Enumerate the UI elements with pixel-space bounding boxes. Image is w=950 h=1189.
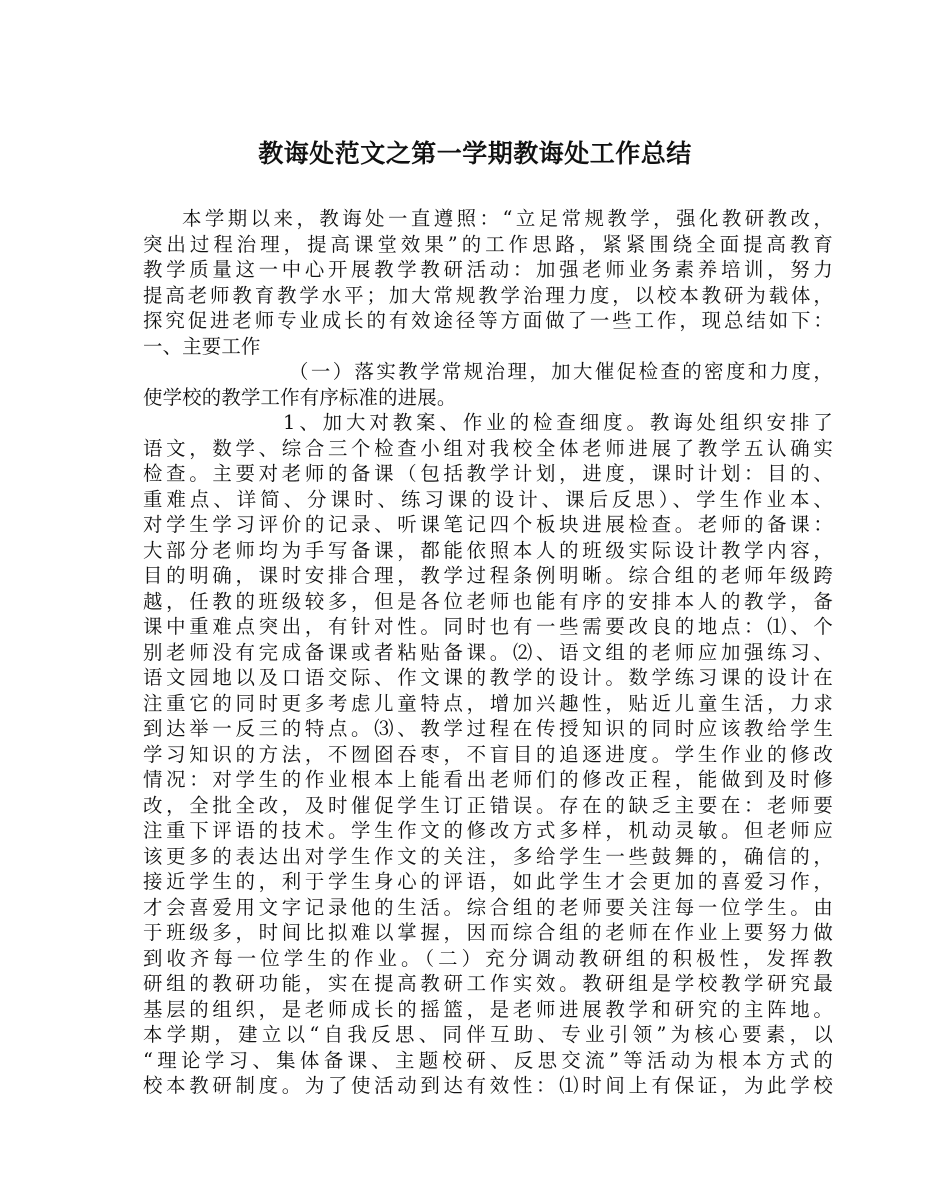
body-line: 才会喜爱用文字记录他的生活。综合组的老师要关注每一位学生。由 xyxy=(143,895,833,919)
body-line: 到收齐每一位学生的作业。（二）充分调动教研组的积极性，发挥教 xyxy=(143,946,833,970)
body-line: 学习知识的方法，不囫囵吞枣，不盲目的追逐进度。学生作业的修改 xyxy=(143,742,833,766)
document-title: 教诲处范文之第一学期教诲处工作总结 xyxy=(258,139,692,168)
body-line: 注重下评语的技术。学生作文的修改方式多样，机动灵敏。但老师应 xyxy=(143,819,833,842)
section-heading: 一、主要工作 xyxy=(143,334,261,358)
body-line: “理论学习、集体备课、主题校研、反思交流”等活动为根本方式的 xyxy=(143,1048,833,1072)
body-line: 别老师没有完成备课或者粘贴备课。⑵、语文组的老师应加强练习、 xyxy=(143,640,833,664)
body-line: 对学生学习评价的记录、听课笔记四个板块进展检查。老师的备课： xyxy=(143,513,833,536)
document-body xyxy=(143,206,833,1099)
body-line: 接近学生的，利于学生身心的评语，如此学生才会更加的喜爱习作， xyxy=(143,870,833,893)
body-line: 于班级多，时间比拟难以掌握，因而综合组的老师在作业上要努力做 xyxy=(143,921,833,944)
body-line: 基层的组织，是老师成长的摇篮，是老师进展教学和研究的主阵地。 xyxy=(143,997,833,1021)
body-line: 语文，数学、综合三个检查小组对我校全体老师进展了教学五认确实 xyxy=(143,436,833,460)
body-line: 情况：对学生的作业根本上能看出老师们的修改正程，能做到及时修 xyxy=(143,768,833,791)
body-line: 检查。主要对老师的备课（包括教学计划，进度，课时计划：目的、 xyxy=(143,462,833,485)
body-line: （一）落实教学常规治理，加大催促检查的密度和力度， xyxy=(289,360,833,383)
body-line: 课中重难点突出，有针对性。同时也有一些需要改良的地点：⑴、个 xyxy=(143,615,833,638)
body-line: 目的明确，课时安排合理，教学过程条例明晰。综合组的老师年级跨 xyxy=(143,564,833,587)
body-line: 大部分老师均为手写备课，都能依照本人的班级实际设计教学内容， xyxy=(143,538,833,562)
body-line: 注重它的同时更多考虑儿童特点，增加兴趣性，贴近儿童生活，力求 xyxy=(143,691,833,715)
body-line: 1、加大对教案、作业的检查细度。教诲处组织安排了 xyxy=(283,411,833,434)
body-line: 该更多的表达出对学生作文的关注，多给学生一些鼓舞的，确信的， xyxy=(143,844,833,868)
body-line: 越，任教的班级较多，但是各位老师也能有序的安排本人的教学，备 xyxy=(143,589,833,613)
body-line: 使学校的教学工作有序标准的进展。 xyxy=(143,385,457,409)
body-line: 改，全批全改，及时催促学生订正错误。存在的缺乏主要在：老师要 xyxy=(143,793,833,817)
body-line: 本学期以来，教诲处一直遵照：“立足常规教学，强化教研教改， xyxy=(182,207,833,230)
body-line: 本学期，建立以“自我反思、同伴互助、专业引领”为核心要素，以 xyxy=(143,1023,833,1046)
body-line: 教学质量这一中心开展教学教研活动：加强老师业务素养培训，努力 xyxy=(143,258,833,281)
body-line: 校本教研制度。为了使活动到达有效性：⑴时间上有保证，为此学校 xyxy=(143,1074,833,1097)
body-line: 重难点、详简、分课时、练习课的设计、课后反思）、学生作业本、 xyxy=(143,487,833,511)
body-line: 突出过程治理，提高课堂效果”的工作思路，紧紧围绕全面提高教育 xyxy=(143,232,833,256)
body-line: 语文园地以及口语交际、作文课的教学的设计。数学练习课的设计在 xyxy=(143,666,833,689)
body-line: 探究促进老师专业成长的有效途径等方面做了一些工作，现总结如下： xyxy=(143,309,833,332)
body-line: 提高老师教育教学水平；加大常规教学治理力度，以校本教研为载体， xyxy=(143,283,833,307)
body-line: 研组的教研功能，实在提高教研工作实效。教研组是学校教学研究最 xyxy=(143,972,833,995)
body-line: 到达举一反三的特点。⑶、教学过程在传授知识的同时应该教给学生 xyxy=(143,717,833,740)
